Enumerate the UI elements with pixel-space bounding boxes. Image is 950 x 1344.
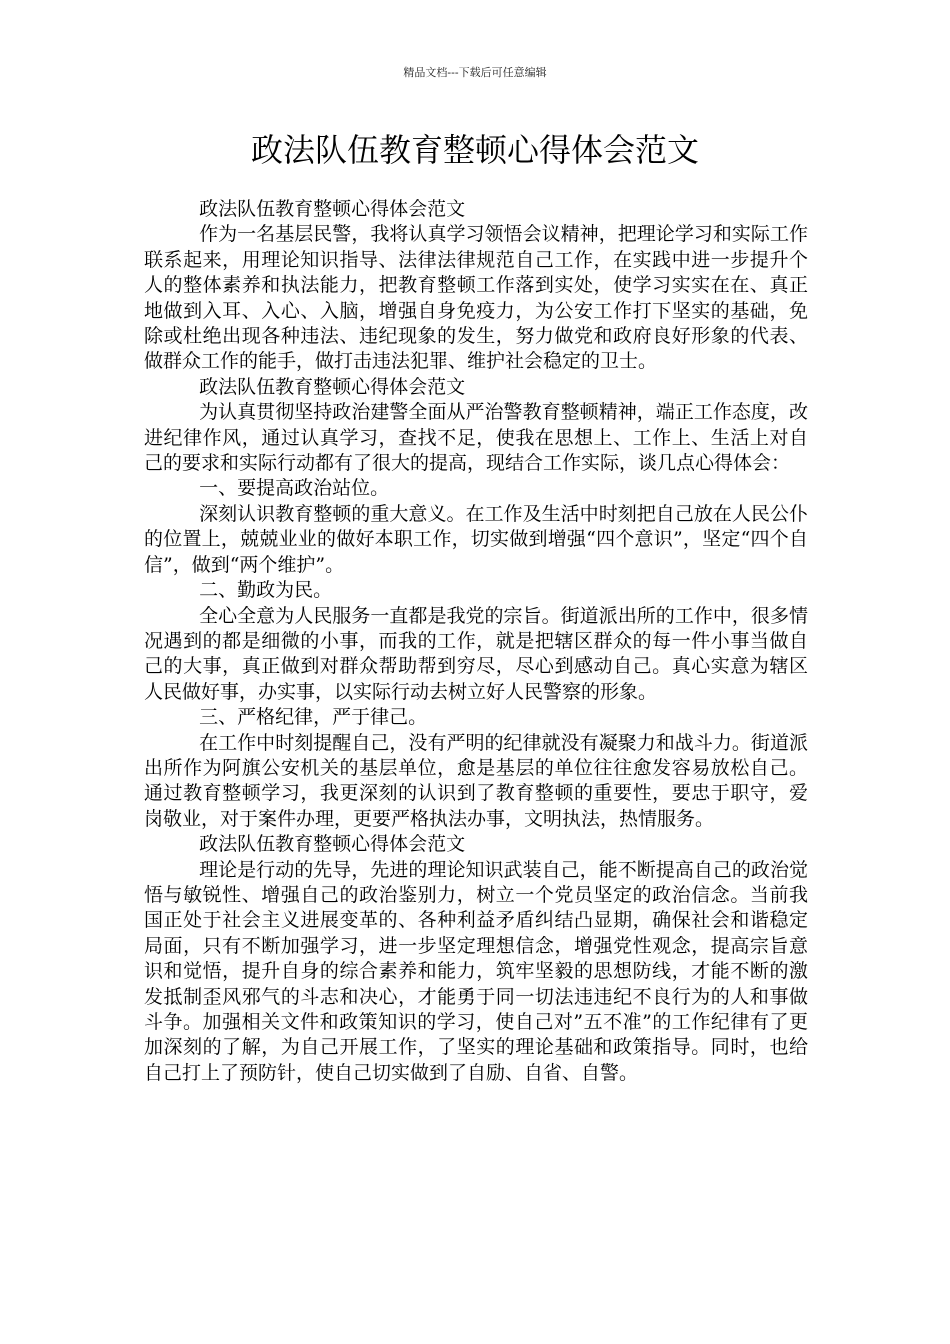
paragraph: 三、严格纪律，严于律己。 <box>199 706 428 729</box>
paragraph: 一、要提高政治站位。 <box>199 477 390 500</box>
paragraph: 政法队伍教育整顿心得体会范文 <box>199 198 466 220</box>
paragraph: 政法队伍教育整顿心得体会范文 <box>199 833 466 856</box>
document-body <box>144 197 808 1086</box>
paragraph: 理论是行动的先导，先进的理论知识武装自己，能不断提高自己的政治觉悟与敏锐性、增强自己的政治鉴别力，树立一个党员坚定的政治信念。当前我国正处于社会主义进展变革的、各种利益矛盾纠结凸显期，确保社会和谐稳定局面，只有不断加强学习，进一步坚定理想信念，增强党性观念，提高宗旨意识和觉悟，提升自身的综合素养和能力，筑牢坚毅的思想防线，才能不断的激发抵制歪风邪气的斗志和决心，才能勇于同一切法违违纪不良行为的人和事做斗争。加强相关文件和政策知识的学习，使自己对”五不准”的工作纪律有了更加深刻的了解，为自己开展工作，了坚实的理论基础和政策指导。同时，也给自己打上了预防针，使自己切实做到了自励、自省、自警。 <box>144 858 808 1084</box>
page-title: 政法队伍教育整顿心得体会范文 <box>250 131 699 169</box>
paragraph: 全心全意为人民服务一直都是我党的宗旨。街道派出所的工作中，很多情况遇到的都是细微的小事，而我的工作，就是把辖区群众的每一件小事当做自己的大事，真正做到对群众帮助帮到穷尽，尽心到感动自己。真心实意为辖区人民做好事，办实事，以实际行动去树立好人民警察的形象。 <box>144 604 808 703</box>
paragraph: 在工作中时刻提醒自己，没有严明的纪律就没有凝聚力和战斗力。街道派出所作为阿旗公安机关的基层单位，愈是基层的单位往往愈发容易放松自己。通过教育整顿学习，我更深刻的认识到了教育整顿的重要性，要忠于职守，爱岗敬业，对于案件办理，更要严格执法办事，文明执法，热情服务。 <box>144 731 808 830</box>
paragraph: 二、勤政为民。 <box>199 579 333 602</box>
header-note: 精品文档---下载后可任意编辑 <box>403 66 547 79</box>
paragraph: 作为一名基层民警，我将认真学习领悟会议精神，把理论学习和实际工作联系起来，用理论知识指导、法律法律规范自己工作，在实践中进一步提升个人的整体素养和执法能力，把教育整顿工作落到实处，使学习实实在在、真正地做到入耳、入心、入脑，增强自身免疫力，为公安工作打下坚实的基础，免除或杜绝出现各种违法、违纪现象的发生，努力做党和政府良好形象的代表、做群众工作的能手，做打击违法犯罪、维护社会稳定的卫士。 <box>144 223 808 373</box>
paragraph: 深刻认识教育整顿的重大意义。在工作及生活中时刻把自己放在人民公仆的位置上，兢兢业业的做好本职工作，切实做到增强“四个意识”，坚定“四个自信”，做到“两个维护”。 <box>144 502 808 576</box>
paragraph: 政法队伍教育整顿心得体会范文 <box>199 375 466 398</box>
paragraph: 为认真贯彻坚持政治建警全面从严治警教育整顿精神，端正工作态度，改进纪律作风，通过认真学习，查找不足，使我在思想上、工作上、生活上对自己的要求和实际行动都有了很大的提高，现结合工作实际，谈几点心得体会： <box>144 401 808 475</box>
